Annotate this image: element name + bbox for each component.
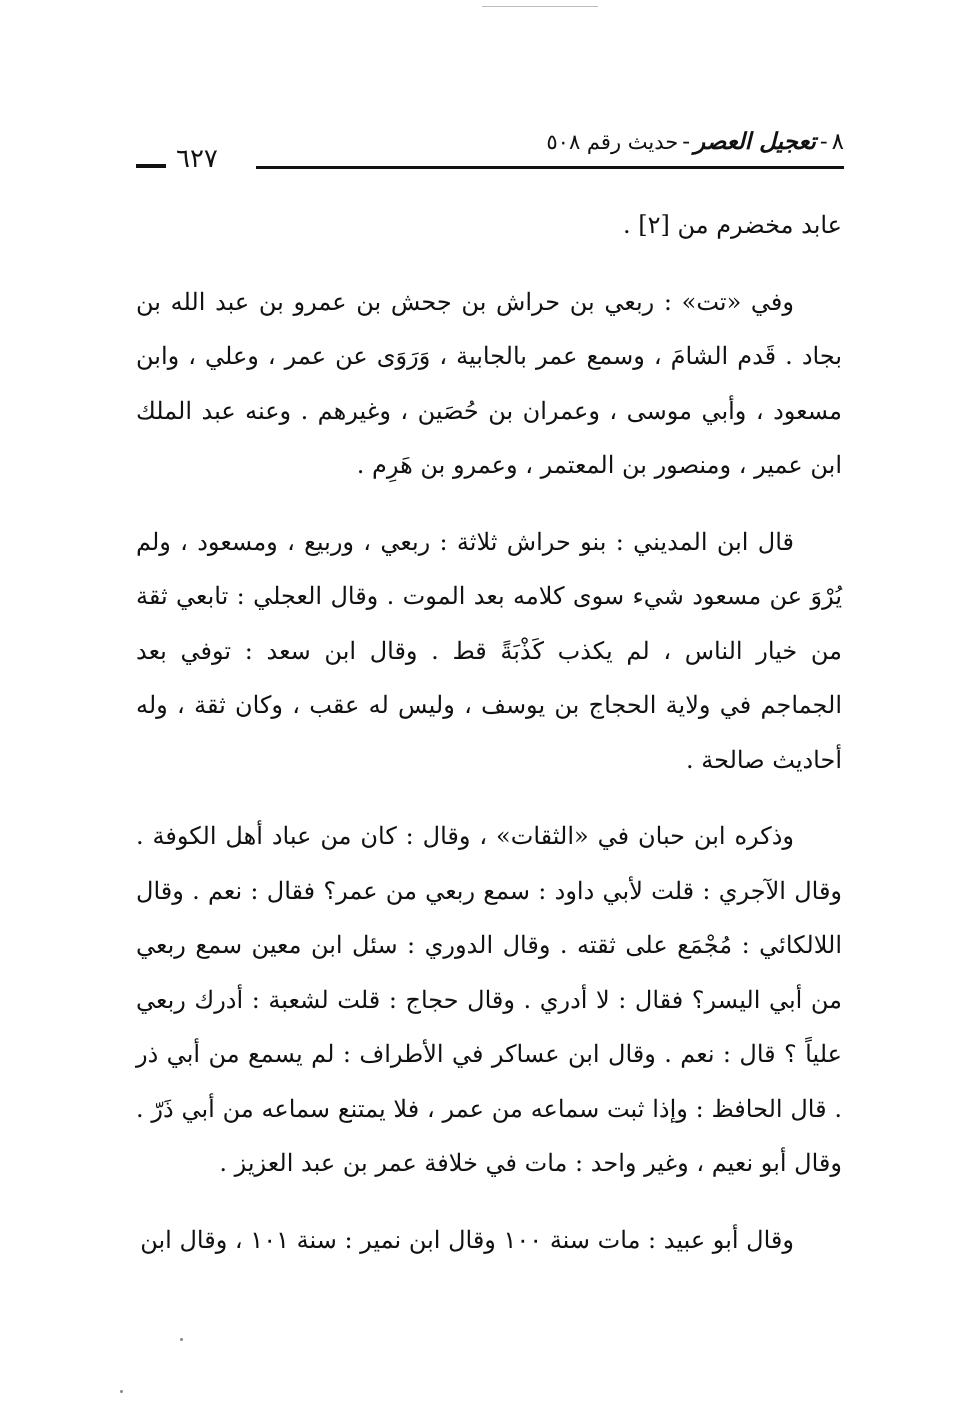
page-number-dash xyxy=(136,164,166,168)
paragraph-continuation: عابد مخضرم من [٢] . xyxy=(622,211,842,239)
header-separator-2: - xyxy=(682,129,691,155)
top-edge-rule xyxy=(482,6,598,7)
header-rule xyxy=(256,166,844,169)
paragraph-abu-ubayd: وقال أبو عبيد : مات سنة ١٠٠ وقال ابن نمير : سنة ١٠١ ، وقال ابن xyxy=(140,1225,794,1254)
paragraph-ibn-hibban: وذكره ابن حبان في «الثقات» ، وقال : كان من عباد أهل الكوفة . وقال الآجري : قلت لأبي داود : سمع ربعي من عمر؟ فقال : نعم . وقال اللالكائي : مُجْمَع على ثقته . وقال الدوري : سئل ابن معين سمع ربعي من أبي اليسر؟ فقال : لا أدري . وقال حجاج : قلت لشعبة : أدرك ربعي علياً ؟ قال : نعم . وقال ابن عساكر في الأطراف : لم يسمع من أبي ذر . قال الحافظ : وإذا ثبت سماعه من عمر ، فلا يمتنع سماعه من أبي ذَرّ . وقال أبو نعيم ، وغير واحد : مات في خلافة عمر بن عبد العزيز . xyxy=(136,822,842,1177)
chapter-number: ٨ xyxy=(831,129,844,155)
header-separator: - xyxy=(819,129,828,155)
paragraph-rabi-bio: وفي «تت» : ربعي بن حراش بن جحش بن عمرو بن عبد الله بن بجاد . قَدم الشامَ ، وسمع عمر بالجابية ، وَرَوَى عن عمر ، وعلي ، وابن مسعود ، وأبي موسى ، وعمران بن حُصَين ، وغيرهم . وعنه عبد الملك ابن عمير ، ومنصور بن المعتمر ، وعمرو بن هَرِم . xyxy=(136,287,843,479)
scan-speck xyxy=(180,1338,183,1341)
page-body xyxy=(136,198,842,1289)
scan-speck xyxy=(120,1390,123,1393)
paragraph-ibn-madini: قال ابن المديني : بنو حراش ثلاثة : ربعي ، وربيع ، ومسعود ، ولم يُرْوَ عن مسعود شيء سوى كلامه بعد الموت . وقال العجلي : تابعي ثقة من خيار الناس ، لم يكذب كَذْبَةً قط . وقال ابن سعد : توفي بعد الجماجم في ولاية الحجاج بن يوسف ، وليس له عقب ، وكان ثقة ، وله أحاديث صالحة . xyxy=(136,527,842,774)
chapter-title: تعجيل العصر xyxy=(694,128,816,155)
hadith-reference: حديث رقم ٥٠٨ xyxy=(546,130,679,154)
page-number: ٦٢٧ xyxy=(176,144,218,174)
chapter-heading xyxy=(546,128,844,155)
running-header xyxy=(136,128,844,178)
